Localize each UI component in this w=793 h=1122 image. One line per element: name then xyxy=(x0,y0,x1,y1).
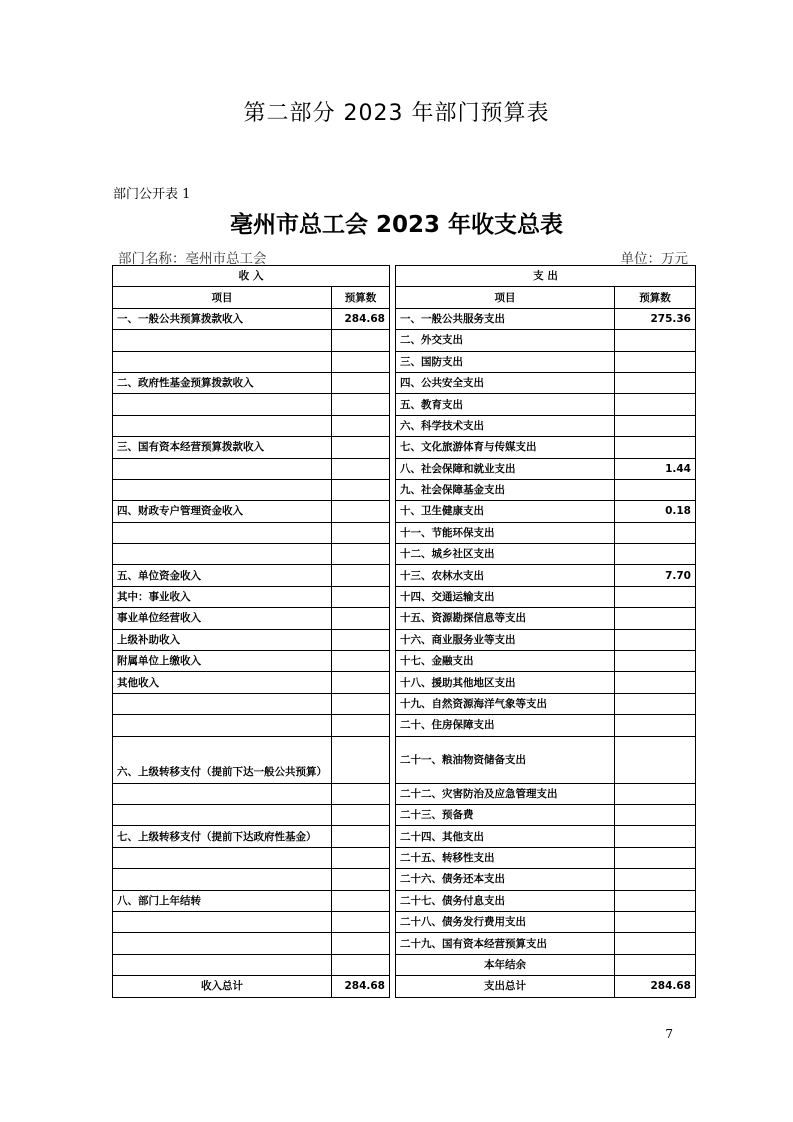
income-value xyxy=(332,415,390,436)
income-value xyxy=(332,586,390,607)
table-row xyxy=(113,826,696,847)
expense-item: 九、社会保障基金支出 xyxy=(396,479,615,500)
expense-value xyxy=(615,715,696,736)
table-row xyxy=(113,394,696,415)
table-row xyxy=(113,372,696,393)
income-value: 284.68 xyxy=(332,308,390,329)
table-row xyxy=(113,736,696,783)
expense-item: 十二、城乡社区支出 xyxy=(396,544,615,565)
table-row xyxy=(113,954,696,975)
table-row xyxy=(113,586,696,607)
expense-item: 二十一、粮油物资储备支出 xyxy=(396,736,615,783)
table-row xyxy=(113,458,696,479)
income-value xyxy=(332,847,390,868)
income-item: 三、国有资本经营预算拨款收入 xyxy=(113,437,332,458)
expense-item: 二十六、债务还本支出 xyxy=(396,869,615,890)
expense-value xyxy=(615,437,696,458)
expense-value: 0.18 xyxy=(615,501,696,522)
income-item xyxy=(113,933,332,954)
expense-value xyxy=(615,826,696,847)
table-row xyxy=(113,783,696,804)
income-value xyxy=(332,715,390,736)
section-header-row xyxy=(113,266,696,287)
expense-item: 二十九、国有资本经营预算支出 xyxy=(396,933,615,954)
income-budget-header: 预算数 xyxy=(332,287,390,308)
table-row xyxy=(113,501,696,522)
expense-value xyxy=(615,847,696,868)
expense-value: 1.44 xyxy=(615,458,696,479)
income-item: 五、单位资金收入 xyxy=(113,565,332,586)
expense-value xyxy=(615,586,696,607)
income-value xyxy=(332,911,390,932)
expense-item: 十六、商业服务业等支出 xyxy=(396,629,615,650)
expense-item: 三、国防支出 xyxy=(396,351,615,372)
expense-value xyxy=(615,330,696,351)
income-item: 七、上级转移支付（提前下达政府性基金） xyxy=(113,826,332,847)
income-item xyxy=(113,458,332,479)
part-title: 第二部分 2023 年部门预算表 xyxy=(243,101,550,126)
expense-item: 六、科学技术支出 xyxy=(396,415,615,436)
income-item xyxy=(113,351,332,372)
expense-item: 二十五、转移性支出 xyxy=(396,847,615,868)
expense-total-label: 支出总计 xyxy=(396,976,615,997)
page-title: 亳州市总工会 2023 年收支总表 xyxy=(229,212,564,238)
income-item xyxy=(113,911,332,932)
table-row xyxy=(113,351,696,372)
table-row xyxy=(113,869,696,890)
expense-value xyxy=(615,783,696,804)
expense-value: 7.70 xyxy=(615,565,696,586)
unit-label: 单位：万元 xyxy=(620,251,688,267)
income-item: 其中：事业收入 xyxy=(113,586,332,607)
income-value xyxy=(332,522,390,543)
income-item xyxy=(113,415,332,436)
income-item xyxy=(113,330,332,351)
income-item: 附属单位上缴收入 xyxy=(113,651,332,672)
income-item: 六、上级转移支付（提前下达一般公共预算） xyxy=(113,736,332,783)
income-value xyxy=(332,372,390,393)
income-value xyxy=(332,565,390,586)
table-number: 部门公开表 1 xyxy=(113,187,191,202)
expense-value xyxy=(615,693,696,714)
table-row xyxy=(113,308,696,329)
table-row xyxy=(113,693,696,714)
income-value xyxy=(332,330,390,351)
expense-item: 二十、住房保障支出 xyxy=(396,715,615,736)
expense-item-header: 项目 xyxy=(396,287,615,308)
income-value xyxy=(332,437,390,458)
table-row xyxy=(113,847,696,868)
income-value xyxy=(332,544,390,565)
table-row xyxy=(113,415,696,436)
expense-value xyxy=(615,651,696,672)
income-item xyxy=(113,394,332,415)
income-item xyxy=(113,783,332,804)
expense-value xyxy=(615,522,696,543)
income-header: 收 入 xyxy=(113,266,390,287)
table-row xyxy=(113,479,696,500)
expense-value xyxy=(615,415,696,436)
expense-value xyxy=(615,351,696,372)
income-value xyxy=(332,629,390,650)
department-name: 部门名称：亳州市总工会 xyxy=(118,251,267,267)
income-value xyxy=(332,458,390,479)
expense-value xyxy=(615,544,696,565)
expense-item: 四、公共安全支出 xyxy=(396,372,615,393)
table-row xyxy=(113,804,696,825)
income-item: 二、政府性基金预算拨款收入 xyxy=(113,372,332,393)
income-item xyxy=(113,544,332,565)
expense-value xyxy=(615,869,696,890)
income-value xyxy=(332,869,390,890)
income-value xyxy=(332,890,390,911)
total-row xyxy=(113,976,696,997)
income-value xyxy=(332,351,390,372)
income-total-value: 284.68 xyxy=(332,976,390,997)
expense-value xyxy=(615,890,696,911)
expense-item: 十四、交通运输支出 xyxy=(396,586,615,607)
income-item xyxy=(113,804,332,825)
income-value xyxy=(332,672,390,693)
income-value xyxy=(332,394,390,415)
income-item xyxy=(113,693,332,714)
expense-item: 一、一般公共服务支出 xyxy=(396,308,615,329)
expense-item: 十三、农林水支出 xyxy=(396,565,615,586)
column-header-row xyxy=(113,287,696,308)
table-row xyxy=(113,330,696,351)
income-total-label: 收入总计 xyxy=(113,976,332,997)
expense-item: 二十八、债务发行费用支出 xyxy=(396,911,615,932)
income-item: 其他收入 xyxy=(113,672,332,693)
expense-item: 十五、资源勘探信息等支出 xyxy=(396,608,615,629)
expense-value xyxy=(615,933,696,954)
income-value xyxy=(332,608,390,629)
income-item xyxy=(113,715,332,736)
table-row xyxy=(113,911,696,932)
expense-value xyxy=(615,608,696,629)
expense-item: 二、外交支出 xyxy=(396,330,615,351)
expense-value xyxy=(615,394,696,415)
expense-item: 十九、自然资源海洋气象等支出 xyxy=(396,693,615,714)
income-item xyxy=(113,847,332,868)
income-value xyxy=(332,501,390,522)
expense-value xyxy=(615,954,696,975)
expense-value xyxy=(615,911,696,932)
table-row xyxy=(113,672,696,693)
expense-item: 五、教育支出 xyxy=(396,394,615,415)
expense-item: 本年结余 xyxy=(396,954,615,975)
income-item xyxy=(113,869,332,890)
expense-item: 二十四、其他支出 xyxy=(396,826,615,847)
expense-item: 十八、援助其他地区支出 xyxy=(396,672,615,693)
expense-value xyxy=(615,736,696,783)
expense-item: 十一、节能环保支出 xyxy=(396,522,615,543)
expense-value xyxy=(615,804,696,825)
income-value xyxy=(332,693,390,714)
income-value xyxy=(332,804,390,825)
table-row xyxy=(113,544,696,565)
income-value xyxy=(332,954,390,975)
budget-table xyxy=(112,265,696,998)
expense-item: 十、卫生健康支出 xyxy=(396,501,615,522)
income-item xyxy=(113,954,332,975)
expense-item: 二十七、债务付息支出 xyxy=(396,890,615,911)
expense-item: 二十三、预备费 xyxy=(396,804,615,825)
table-row xyxy=(113,565,696,586)
income-item: 一、一般公共预算拨款收入 xyxy=(113,308,332,329)
expense-item: 十七、金融支出 xyxy=(396,651,615,672)
income-item xyxy=(113,522,332,543)
expense-value xyxy=(615,672,696,693)
income-value xyxy=(332,783,390,804)
expense-header: 支 出 xyxy=(396,266,696,287)
income-item: 八、部门上年结转 xyxy=(113,890,332,911)
expense-value: 275.36 xyxy=(615,308,696,329)
table-row xyxy=(113,608,696,629)
income-item-header: 项目 xyxy=(113,287,332,308)
expense-item: 二十二、灾害防治及应急管理支出 xyxy=(396,783,615,804)
income-value xyxy=(332,933,390,954)
table-row xyxy=(113,522,696,543)
income-value xyxy=(332,826,390,847)
expense-value xyxy=(615,372,696,393)
income-item: 事业单位经营收入 xyxy=(113,608,332,629)
income-value xyxy=(332,736,390,783)
income-item xyxy=(113,479,332,500)
table-row xyxy=(113,437,696,458)
table-row xyxy=(113,933,696,954)
income-item: 上级补助收入 xyxy=(113,629,332,650)
expense-budget-header: 预算数 xyxy=(615,287,696,308)
income-item: 四、财政专户管理资金收入 xyxy=(113,501,332,522)
table-row xyxy=(113,890,696,911)
table-row xyxy=(113,715,696,736)
page-number: 7 xyxy=(665,1027,673,1041)
table-row xyxy=(113,629,696,650)
expense-total-value: 284.68 xyxy=(615,976,696,997)
expense-value xyxy=(615,479,696,500)
expense-value xyxy=(615,629,696,650)
expense-item: 七、文化旅游体育与传媒支出 xyxy=(396,437,615,458)
income-value xyxy=(332,651,390,672)
expense-item: 八、社会保障和就业支出 xyxy=(396,458,615,479)
table-row xyxy=(113,651,696,672)
income-value xyxy=(332,479,390,500)
